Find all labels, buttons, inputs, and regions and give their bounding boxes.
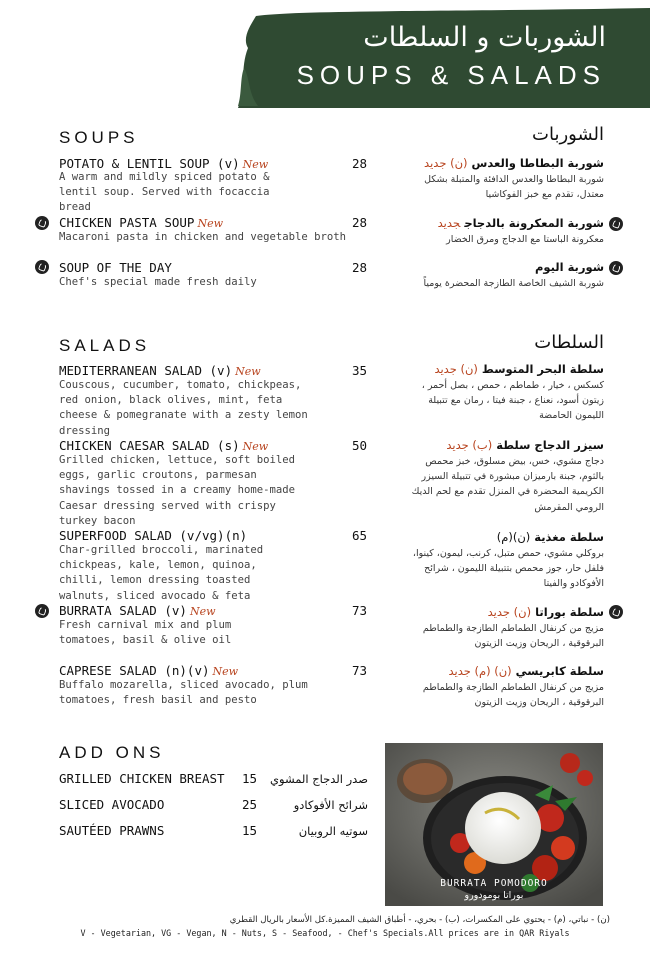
addon-price: 15 [242, 823, 258, 838]
chef-special-icon [35, 216, 49, 230]
chef-special-icon [609, 261, 623, 275]
salad-price: 73 [352, 663, 368, 678]
soup-desc: A warm and mildly spiced potato & lentil soup. Served with focaccia bread [59, 171, 270, 214]
chef-special-icon [35, 260, 49, 274]
salad-price: 50 [352, 438, 368, 453]
salad-desc: Char-grilled broccoli, marinated chickpeas, kale, lemon, quinoa, chilli, lemon dressing toasted walnuts, sliced avocado & feta [59, 544, 264, 602]
chef-special-icon [35, 604, 49, 618]
salad-name: BURRATA SALAD (v) New [59, 603, 216, 618]
salad-name: SUPERFOOD SALAD (v/vg)(n) [59, 528, 248, 543]
soup-name-ar: شوربة اليوم [534, 260, 604, 274]
salads-heading-ar: السلطات [534, 332, 604, 353]
salad-desc: Couscous, cucumber, tomato, chickpeas, red onion, black olives, mint, feta cheese & pomegranate with a zesty lemon dressing [59, 379, 308, 437]
addon-price: 15 [242, 771, 258, 786]
salad-name-ar: سلطة مغذية(ن)(م) [496, 530, 604, 544]
salad-desc-ar: مزيج من كرنفال الطماطم الطازجة والطماطم البرقوقية ، الريحان وزيت الزيتون [422, 623, 604, 650]
banner-title-en: SOUPS & SALADS [296, 60, 606, 90]
soup-desc: Macaroni pasta in chicken and vegetable broth [59, 231, 347, 243]
addon-name: SAUTÉED PRAWNS [59, 823, 165, 838]
chef-special-icon [609, 217, 623, 231]
salad-name: CHICKEN CAESAR SALAD (s) New [59, 438, 269, 453]
salads-heading: SALADS [59, 336, 151, 355]
salad-name-ar: سلطة بوراتا(ن) جديد [487, 605, 604, 619]
salad-desc: Grilled chicken, lettuce, soft boiled eggs, garlic croutons, parmesan shavings tossed in a creamy home-made Caesar dressing served with crispy turkey bacon [59, 454, 295, 527]
soup-desc-ar: شوربة الشيف الخاصة الطازجة المحضرة يومياً [423, 278, 604, 289]
soup-name: SOUP OF THE DAY [59, 260, 172, 275]
salad-name-ar: سلطة كابريسي(ن) (م) جديد [448, 664, 604, 678]
soup-name-ar: شوربة المعكرونة بالدجاججديد [437, 216, 604, 230]
salad-name: MEDITERRANEAN SALAD (v) New [59, 363, 261, 378]
salad-name: CAPRESE SALAD (n)(v) New [59, 663, 239, 678]
burrata-photo [385, 743, 603, 906]
soup-desc-ar: شوربة البطاطا والعدس الدافئة والمتبلة بشكل معتدل، تقدم مع خبز الفوكاشيا [424, 174, 604, 201]
salad-desc: Buffalo mozarella, sliced avocado, plum tomatoes, fresh basil and pesto [59, 679, 308, 707]
banner-title-ar: الشوربات و السلطات [363, 22, 606, 53]
soup-price: 28 [352, 215, 368, 230]
footer-legend: V - Vegetarian, VG - Vegan, N - Nuts, S - Seafood, - Chef's Specials.All prices are in QAR Riyals [80, 928, 570, 938]
salad-desc-ar: بروكلي مشوي، حمص متبل، كرنب، ليمون، كينوا، فلفل حار، جوز محمص بتتبيلة الليمون ، شرائح الأفوكادو والفيتا [412, 548, 604, 590]
soup-desc-ar: معكرونة الباستا مع الدجاج ومرق الخضار [446, 234, 604, 245]
addon-name-ar: صدر الدجاج المشوي [270, 772, 368, 786]
salad-desc-ar: كسكس ، خيار ، طماطم ، حمص ، بصل أحمر ، زيتون أسود، نعناع ، جبنة فيتا ، رمان مع تتبيلة الليمون الحامضة [421, 380, 604, 422]
photo-caption-ar: بوراتا بومودورو [464, 890, 524, 901]
salad-name-ar: سيزر الدجاج سلطة(ب) جديد [446, 438, 604, 452]
soups-heading: SOUPS [59, 128, 139, 147]
salad-price: 73 [352, 603, 368, 618]
salad-desc: Fresh carnival mix and plum tomatoes, basil & olive oil [59, 619, 232, 647]
soup-price: 28 [352, 260, 368, 275]
soups-heading-ar: الشوربات [532, 124, 604, 145]
salad-desc-ar: دجاج مشوي، خس، بيض مسلوق، خبز محمص بالثوم، جبنة بارميزان مبشورة في تتبيلة السيزر الكريمية المحضرة في المنزل تقدم مع لحم الديك الرومي المقرمش [411, 456, 604, 513]
soup-name-ar: شوربة البطاطا والعدس(ن) جديد [424, 156, 604, 170]
salad-price: 35 [352, 363, 368, 378]
salad-desc-ar: مزيج من كرنفال الطماطم الطازجة والطماطم البرقوقية ، الريحان وزيت الزيتون [422, 682, 604, 709]
soup-name: CHICKEN PASTA SOUP New [59, 215, 224, 230]
salad-name-ar: سلطة البحر المتوسط(ن) جديد [434, 362, 604, 376]
soup-desc: Chef's special made fresh daily [59, 276, 257, 288]
soup-price: 28 [352, 156, 368, 171]
addon-price: 25 [242, 797, 258, 812]
addon-name: GRILLED CHICKEN BREAST [59, 771, 225, 786]
salad-price: 65 [352, 528, 368, 543]
photo-caption: BURRATA POMODORO [440, 878, 548, 889]
addon-name-ar: سوتيه الروبيان [298, 824, 368, 838]
chef-special-icon [609, 605, 623, 619]
soup-name: POTATO & LENTIL SOUP (v) New [59, 156, 269, 171]
addon-name-ar: شرائح الأفوكادو [293, 798, 368, 812]
footer-legend-ar: (ن) - نباتي، (م) - يحتوي على المكسرات، (ب) - بحري، - أطباق الشيف المميزة.كل الأسعار بالريال القطري [229, 915, 610, 925]
addon-name: SLICED AVOCADO [59, 797, 165, 812]
addons-heading: ADD ONS [59, 743, 165, 762]
